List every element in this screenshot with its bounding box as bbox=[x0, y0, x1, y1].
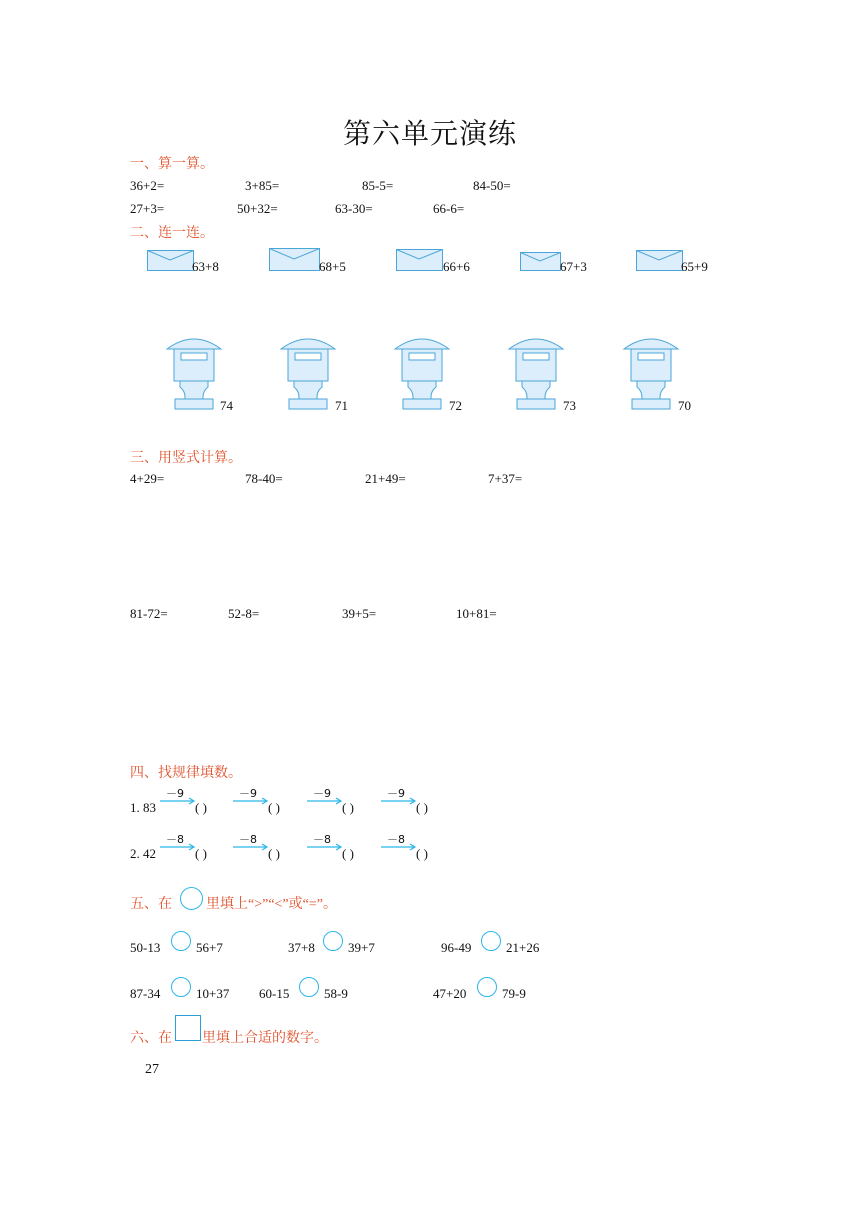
compare-right: 79-9 bbox=[502, 986, 526, 1001]
envelope-label: 68+5 bbox=[319, 259, 346, 274]
section-3-heading: 三、用竖式计算。 bbox=[130, 451, 242, 466]
pattern-op-label: －8 bbox=[239, 833, 257, 846]
square-icon bbox=[175, 1015, 201, 1041]
envelope-icon bbox=[269, 248, 321, 272]
pattern-op-label: －9 bbox=[387, 787, 405, 800]
section-4-heading: 四、找规律填数。 bbox=[130, 766, 242, 781]
calc-problem: 84-50= bbox=[473, 178, 511, 193]
mailbox-label: 74 bbox=[220, 398, 233, 413]
section-6-heading-a: 六、在 bbox=[130, 1031, 172, 1046]
compare-left: 87-34 bbox=[130, 986, 161, 1001]
mailbox-label: 73 bbox=[563, 398, 576, 413]
answer-blank[interactable]: ( ) bbox=[268, 800, 280, 815]
envelope-label: 65+9 bbox=[681, 259, 708, 274]
envelope-icon bbox=[520, 252, 562, 272]
mailbox-icon bbox=[622, 335, 680, 411]
compare-circle[interactable] bbox=[299, 977, 319, 997]
calc-problem: 36+2= bbox=[130, 178, 165, 193]
compare-right: 10+37 bbox=[196, 986, 230, 1001]
compare-left: 50-13 bbox=[130, 940, 161, 955]
pattern-start: 1. 83 bbox=[130, 800, 156, 815]
mailbox-icon bbox=[393, 335, 451, 411]
compare-right: 58-9 bbox=[324, 986, 348, 1001]
pattern-op-label: －9 bbox=[166, 787, 184, 800]
mailbox-label: 71 bbox=[335, 398, 348, 413]
pattern-op-label: －8 bbox=[313, 833, 331, 846]
vertical-problem: 39+5= bbox=[342, 606, 377, 621]
answer-blank[interactable]: ( ) bbox=[416, 846, 428, 861]
answer-blank[interactable]: ( ) bbox=[416, 800, 428, 815]
compare-right: 39+7 bbox=[348, 940, 375, 955]
envelope-label: 66+6 bbox=[443, 259, 470, 274]
compare-circle[interactable] bbox=[481, 931, 501, 951]
vertical-problem: 78-40= bbox=[245, 471, 283, 486]
section-5-heading-b: 里填上“>”“<”或“=”。 bbox=[206, 897, 337, 912]
pattern-op-label: －8 bbox=[166, 833, 184, 846]
calc-problem: 63-30= bbox=[335, 201, 373, 216]
envelope-icon bbox=[147, 250, 195, 272]
pattern-op-label: －9 bbox=[313, 787, 331, 800]
mailbox-icon bbox=[279, 335, 337, 411]
pattern-op-label: －8 bbox=[387, 833, 405, 846]
compare-circle[interactable] bbox=[323, 931, 343, 951]
answer-blank[interactable]: ( ) bbox=[342, 846, 354, 861]
vertical-problem: 7+37= bbox=[488, 471, 523, 486]
pattern-op-label: －9 bbox=[239, 787, 257, 800]
vertical-problem: 10+81= bbox=[456, 606, 497, 621]
envelope-label: 63+8 bbox=[192, 259, 219, 274]
mailbox-icon bbox=[165, 335, 223, 411]
section-6-heading-b: 里填上合适的数字。 bbox=[202, 1031, 328, 1046]
envelope-icon bbox=[396, 249, 444, 272]
compare-circle[interactable] bbox=[171, 977, 191, 997]
calc-problem: 66-6= bbox=[433, 201, 465, 216]
calc-problem: 50+32= bbox=[237, 201, 278, 216]
answer-blank[interactable]: ( ) bbox=[195, 846, 207, 861]
section-1-heading: 一、算一算。 bbox=[130, 157, 214, 172]
vertical-problem: 81-72= bbox=[130, 606, 168, 621]
page-number: 27 bbox=[145, 1062, 159, 1077]
section-2-heading: 二、连一连。 bbox=[130, 226, 214, 241]
envelope-icon bbox=[636, 250, 684, 272]
answer-blank[interactable]: ( ) bbox=[195, 800, 207, 815]
answer-blank[interactable]: ( ) bbox=[342, 800, 354, 815]
calc-problem: 85-5= bbox=[362, 178, 394, 193]
compare-left: 96-49 bbox=[441, 940, 472, 955]
envelope-label: 67+3 bbox=[560, 259, 587, 274]
compare-circle[interactable] bbox=[477, 977, 497, 997]
section-5-heading-a: 五、在 bbox=[130, 897, 172, 912]
mailbox-icon bbox=[507, 335, 565, 411]
compare-right: 21+26 bbox=[506, 940, 540, 955]
compare-left: 47+20 bbox=[433, 986, 467, 1001]
vertical-problem: 21+49= bbox=[365, 471, 406, 486]
compare-circle[interactable] bbox=[171, 931, 191, 951]
answer-blank[interactable]: ( ) bbox=[268, 846, 280, 861]
compare-left: 60-15 bbox=[259, 986, 290, 1001]
compare-left: 37+8 bbox=[288, 940, 315, 955]
vertical-problem: 52-8= bbox=[228, 606, 260, 621]
calc-problem: 3+85= bbox=[245, 178, 280, 193]
mailbox-label: 70 bbox=[678, 398, 691, 413]
vertical-problem: 4+29= bbox=[130, 471, 165, 486]
circle-icon bbox=[180, 887, 203, 910]
page-title: 第六单元演练 bbox=[342, 119, 517, 150]
mailbox-label: 72 bbox=[449, 398, 462, 413]
calc-problem: 27+3= bbox=[130, 201, 165, 216]
compare-right: 56+7 bbox=[196, 940, 223, 955]
pattern-start: 2. 42 bbox=[130, 846, 156, 861]
